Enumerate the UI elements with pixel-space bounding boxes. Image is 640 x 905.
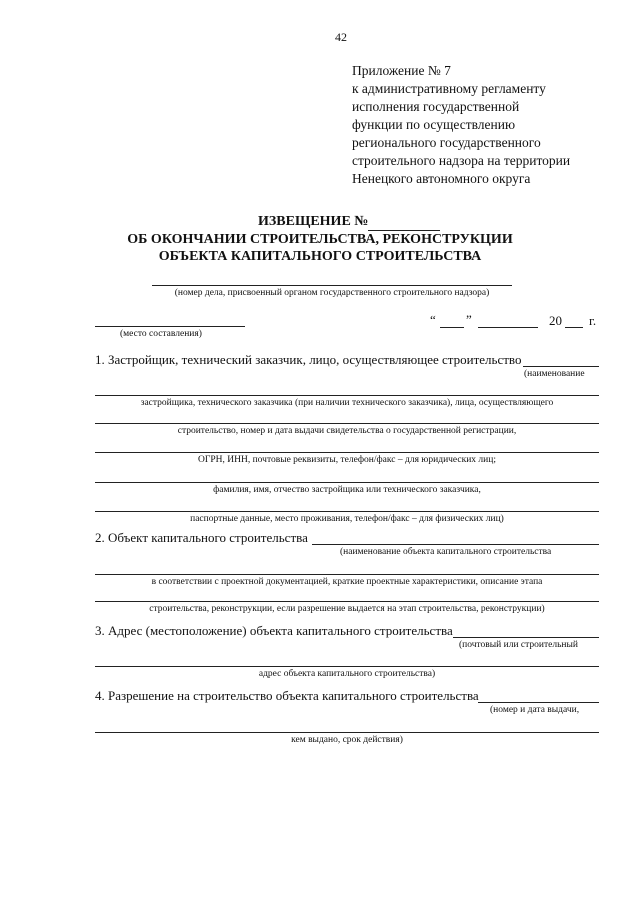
section2-field[interactable]: [95, 601, 599, 602]
date-month-field[interactable]: [478, 327, 538, 328]
place-field[interactable]: [95, 326, 245, 327]
appendix-line: функции по осуществлению: [352, 117, 516, 132]
section4-field[interactable]: [478, 702, 599, 703]
date-year-suffix: г.: [589, 313, 597, 328]
section1-caption: строительство, номер и дата выдачи свидетельства о государственной регистрации,: [177, 426, 517, 436]
section1-field[interactable]: [95, 482, 599, 483]
section3-field[interactable]: [95, 666, 599, 667]
section1-field[interactable]: [95, 511, 599, 512]
notice-number-field[interactable]: [368, 230, 440, 231]
appendix-title: Приложение № 7: [352, 63, 451, 78]
page-number: 42: [335, 30, 347, 44]
appendix-line: строительного надзора на территории: [352, 153, 571, 168]
section1-caption: ОГРН, ИНН, почтовые реквизиты, телефон/факс – для юридических лиц;: [198, 455, 496, 465]
section2-caption: в соответствии с проектной документацией, краткие проектные характеристики, описание этапа: [151, 577, 543, 587]
section2-caption: строительства, реконструкции, если разрешение выдается на этап строительства, реконструкции): [149, 604, 545, 614]
date-day-field[interactable]: [440, 327, 464, 328]
section2-field[interactable]: [312, 544, 599, 545]
section1-label: 1. Застройщик, технический заказчик, лицо, осуществляющее строительство: [95, 352, 522, 367]
date-close-quote: ”: [466, 312, 472, 327]
date-year-prefix: 20: [549, 313, 562, 328]
document-subtitle: ОБЪЕКТА КАПИТАЛЬНОГО СТРОИТЕЛЬСТВА: [158, 249, 482, 264]
section2-caption: (наименование объекта капитального строительства: [340, 547, 552, 557]
section4-label: 4. Разрешение на строительство объекта капитального строительства: [95, 688, 479, 703]
appendix-line: регионального государственного: [352, 135, 541, 150]
document-subtitle: ОБ ОКОНЧАНИИ СТРОИТЕЛЬСТВА, РЕКОНСТРУКЦИИ: [127, 232, 513, 247]
section1-caption: паспортные данные, место проживания, телефон/факс – для физических лиц): [190, 514, 504, 524]
section3-caption: адрес объекта капитального строительства): [258, 669, 436, 679]
document-title: ИЗВЕЩЕНИЕ №: [258, 214, 369, 229]
section3-label: 3. Адрес (местоположение) объекта капитального строительства: [95, 623, 453, 638]
appendix-block: [352, 62, 622, 188]
section1-field[interactable]: [95, 423, 599, 424]
section4-caption: (номер и дата выдачи,: [490, 705, 580, 715]
section4-field[interactable]: [95, 732, 599, 733]
section3-field[interactable]: [453, 637, 599, 638]
section1-caption: застройщика, технического заказчика (при наличии технического заказчика), лица, осуществляющего: [140, 398, 554, 408]
section1-field[interactable]: [95, 452, 599, 453]
section2-label: 2. Объект капитального строительства: [95, 530, 308, 545]
appendix-line: Ненецкого автономного округа: [352, 171, 531, 186]
section1-caption: (наименование: [524, 369, 585, 379]
section3-caption: (почтовый или строительный: [459, 640, 578, 650]
appendix-line: исполнения государственной: [352, 99, 520, 114]
case-number-caption: (номер дела, присвоенный органом государственного строительного надзора): [174, 288, 490, 298]
section2-field[interactable]: [95, 574, 599, 575]
date-year-field[interactable]: [565, 327, 583, 328]
place-caption: (место составления): [120, 329, 202, 339]
section4-caption: кем выдано, срок действия): [291, 735, 403, 745]
section1-caption: фамилия, имя, отчество застройщика или технического заказчика,: [213, 485, 481, 495]
date-open-quote: “: [430, 312, 436, 327]
section1-field[interactable]: [523, 366, 599, 367]
case-number-field[interactable]: [152, 285, 512, 286]
appendix-line: к административному регламенту: [352, 81, 546, 96]
section1-field[interactable]: [95, 395, 599, 396]
